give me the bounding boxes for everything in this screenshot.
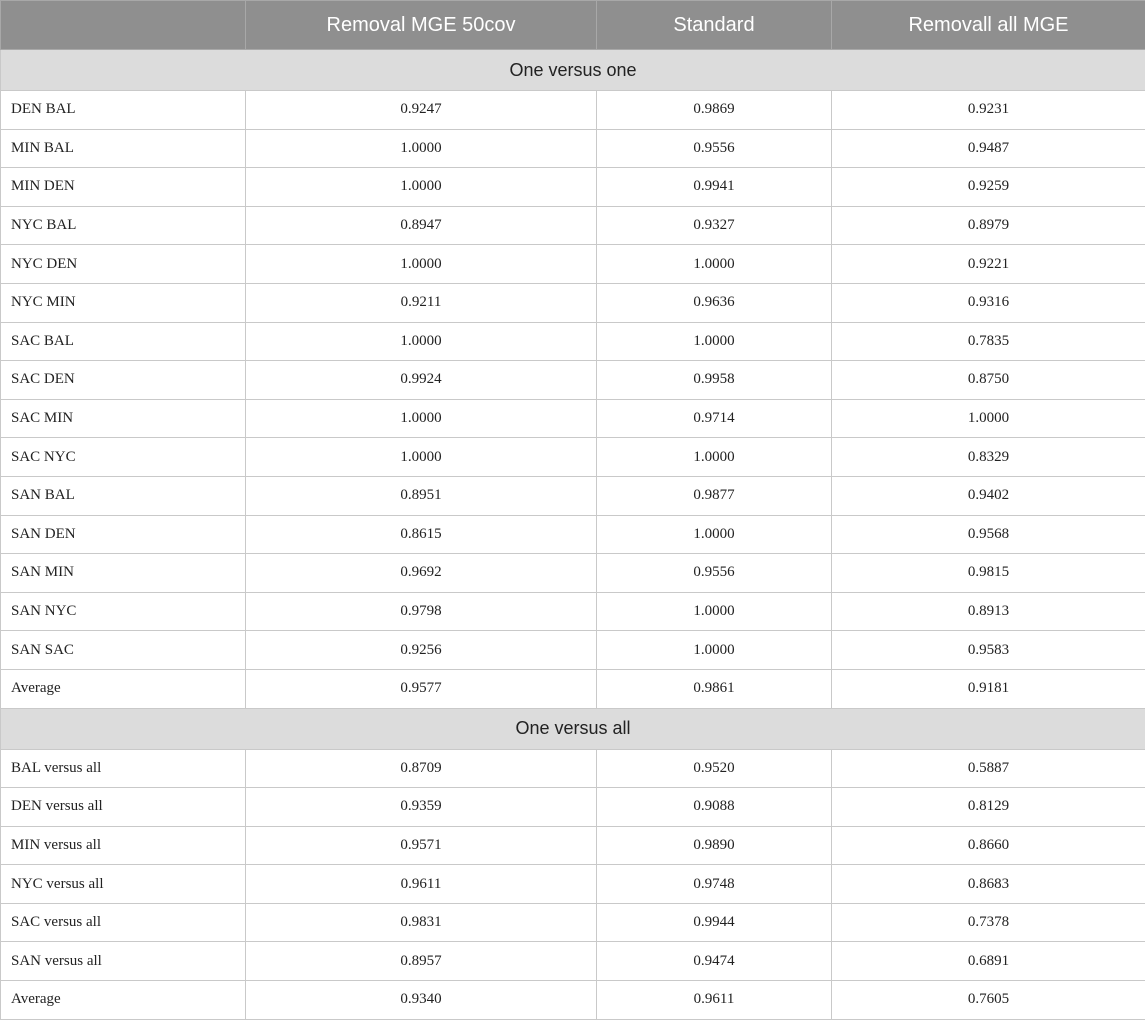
table-row bbox=[1, 826, 1145, 865]
row-label: SAC versus all bbox=[1, 903, 246, 942]
row-label: SAN versus all bbox=[1, 942, 246, 981]
removal-all-mge-value: 0.9402 bbox=[832, 476, 1145, 515]
standard-value: 0.9714 bbox=[597, 399, 832, 438]
standard-value: 1.0000 bbox=[597, 322, 832, 361]
table-row bbox=[1, 592, 1145, 631]
removal-all-mge-value: 0.9487 bbox=[832, 129, 1145, 168]
removal-all-mge-value: 0.9568 bbox=[832, 515, 1145, 554]
table-row bbox=[1, 515, 1145, 554]
removal-mge-50cov-value: 0.9577 bbox=[246, 669, 597, 708]
standard-value: 0.9636 bbox=[597, 283, 832, 322]
removal-all-mge-value: 0.7835 bbox=[832, 322, 1145, 361]
removal-all-mge-value: 0.8913 bbox=[832, 592, 1145, 631]
table-header bbox=[1, 1, 1145, 50]
removal-all-mge-value: 0.9181 bbox=[832, 669, 1145, 708]
standard-value: 1.0000 bbox=[597, 245, 832, 284]
row-label: SAC NYC bbox=[1, 438, 246, 477]
standard-value: 0.9520 bbox=[597, 749, 832, 788]
row-label: SAN NYC bbox=[1, 592, 246, 631]
table-body bbox=[1, 50, 1145, 1020]
removal-mge-50cov-value: 0.8957 bbox=[246, 942, 597, 981]
table-row bbox=[1, 865, 1145, 904]
section-title: One versus all bbox=[1, 708, 1145, 749]
removal-all-mge-value: 0.8750 bbox=[832, 361, 1145, 400]
row-label: SAN BAL bbox=[1, 476, 246, 515]
table-row bbox=[1, 631, 1145, 670]
removal-mge-50cov-value: 0.9798 bbox=[246, 592, 597, 631]
row-label: SAN MIN bbox=[1, 554, 246, 593]
removal-mge-50cov-value: 1.0000 bbox=[246, 438, 597, 477]
table-row bbox=[1, 168, 1145, 207]
table-row bbox=[1, 245, 1145, 284]
removal-all-mge-value: 0.8329 bbox=[832, 438, 1145, 477]
removal-mge-50cov-value: 0.9924 bbox=[246, 361, 597, 400]
row-label: SAC DEN bbox=[1, 361, 246, 400]
row-label: NYC DEN bbox=[1, 245, 246, 284]
row-label: NYC versus all bbox=[1, 865, 246, 904]
standard-value: 0.9088 bbox=[597, 788, 832, 827]
removal-mge-50cov-value: 1.0000 bbox=[246, 129, 597, 168]
row-label: SAC BAL bbox=[1, 322, 246, 361]
standard-value: 1.0000 bbox=[597, 515, 832, 554]
header-cell-removal-mge-50cov: Removal MGE 50cov bbox=[246, 1, 597, 50]
standard-value: 0.9748 bbox=[597, 865, 832, 904]
removal-all-mge-value: 0.9259 bbox=[832, 168, 1145, 207]
standard-value: 0.9941 bbox=[597, 168, 832, 207]
header-cell-label bbox=[1, 1, 246, 50]
table-row bbox=[1, 669, 1145, 708]
removal-all-mge-value: 0.8683 bbox=[832, 865, 1145, 904]
header-row bbox=[1, 1, 1145, 50]
removal-mge-50cov-value: 0.9340 bbox=[246, 981, 597, 1020]
table-row bbox=[1, 554, 1145, 593]
removal-all-mge-value: 0.8979 bbox=[832, 206, 1145, 245]
removal-all-mge-value: 0.7605 bbox=[832, 981, 1145, 1020]
removal-mge-50cov-value: 0.9359 bbox=[246, 788, 597, 827]
removal-mge-50cov-value: 1.0000 bbox=[246, 245, 597, 284]
removal-mge-50cov-value: 0.8709 bbox=[246, 749, 597, 788]
removal-all-mge-value: 0.9221 bbox=[832, 245, 1145, 284]
removal-mge-50cov-value: 0.9211 bbox=[246, 283, 597, 322]
table-row bbox=[1, 361, 1145, 400]
row-label: NYC MIN bbox=[1, 283, 246, 322]
removal-mge-50cov-value: 0.9831 bbox=[246, 903, 597, 942]
table-row bbox=[1, 903, 1145, 942]
standard-value: 1.0000 bbox=[597, 438, 832, 477]
removal-all-mge-value: 0.8129 bbox=[832, 788, 1145, 827]
standard-value: 0.9958 bbox=[597, 361, 832, 400]
table-row bbox=[1, 942, 1145, 981]
removal-all-mge-value: 0.7378 bbox=[832, 903, 1145, 942]
removal-mge-50cov-value: 1.0000 bbox=[246, 322, 597, 361]
table-row bbox=[1, 438, 1145, 477]
row-label: SAC MIN bbox=[1, 399, 246, 438]
section-row bbox=[1, 50, 1145, 91]
standard-value: 0.9861 bbox=[597, 669, 832, 708]
row-label: DEN versus all bbox=[1, 788, 246, 827]
removal-mge-50cov-value: 0.9692 bbox=[246, 554, 597, 593]
removal-all-mge-value: 0.9815 bbox=[832, 554, 1145, 593]
table-row bbox=[1, 283, 1145, 322]
removal-mge-50cov-value: 0.9256 bbox=[246, 631, 597, 670]
standard-value: 0.9869 bbox=[597, 91, 832, 130]
row-label: SAN SAC bbox=[1, 631, 246, 670]
section-row bbox=[1, 708, 1145, 749]
table-row bbox=[1, 206, 1145, 245]
removal-mge-50cov-value: 1.0000 bbox=[246, 399, 597, 438]
removal-mge-50cov-value: 0.9611 bbox=[246, 865, 597, 904]
row-label: BAL versus all bbox=[1, 749, 246, 788]
removal-mge-50cov-value: 0.8951 bbox=[246, 476, 597, 515]
removal-all-mge-value: 1.0000 bbox=[832, 399, 1145, 438]
standard-value: 0.9327 bbox=[597, 206, 832, 245]
standard-value: 0.9474 bbox=[597, 942, 832, 981]
removal-mge-50cov-value: 0.8947 bbox=[246, 206, 597, 245]
table-row bbox=[1, 981, 1145, 1020]
table-row bbox=[1, 91, 1145, 130]
row-label: DEN BAL bbox=[1, 91, 246, 130]
table-row bbox=[1, 322, 1145, 361]
standard-value: 0.9877 bbox=[597, 476, 832, 515]
table-row bbox=[1, 749, 1145, 788]
row-label: MIN BAL bbox=[1, 129, 246, 168]
row-label: SAN DEN bbox=[1, 515, 246, 554]
table-row bbox=[1, 129, 1145, 168]
table-row bbox=[1, 399, 1145, 438]
row-label: NYC BAL bbox=[1, 206, 246, 245]
removal-all-mge-value: 0.9316 bbox=[832, 283, 1145, 322]
removal-all-mge-value: 0.9583 bbox=[832, 631, 1145, 670]
row-label: Average bbox=[1, 669, 246, 708]
removal-mge-50cov-value: 1.0000 bbox=[246, 168, 597, 207]
standard-value: 0.9611 bbox=[597, 981, 832, 1020]
removal-all-mge-value: 0.9231 bbox=[832, 91, 1145, 130]
removal-mge-50cov-value: 0.8615 bbox=[246, 515, 597, 554]
section-title: One versus one bbox=[1, 50, 1145, 91]
removal-mge-50cov-value: 0.9247 bbox=[246, 91, 597, 130]
removal-mge-50cov-value: 0.9571 bbox=[246, 826, 597, 865]
standard-value: 1.0000 bbox=[597, 631, 832, 670]
header-cell-standard: Standard bbox=[597, 1, 832, 50]
standard-value: 0.9556 bbox=[597, 129, 832, 168]
removal-all-mge-value: 0.5887 bbox=[832, 749, 1145, 788]
removal-all-mge-value: 0.8660 bbox=[832, 826, 1145, 865]
standard-value: 0.9944 bbox=[597, 903, 832, 942]
row-label: MIN versus all bbox=[1, 826, 246, 865]
header-cell-removal-all-mge: Removall all MGE bbox=[832, 1, 1145, 50]
row-label: MIN DEN bbox=[1, 168, 246, 207]
standard-value: 0.9890 bbox=[597, 826, 832, 865]
table-row bbox=[1, 476, 1145, 515]
removal-all-mge-value: 0.6891 bbox=[832, 942, 1145, 981]
standard-value: 1.0000 bbox=[597, 592, 832, 631]
row-label: Average bbox=[1, 981, 246, 1020]
standard-value: 0.9556 bbox=[597, 554, 832, 593]
table-row bbox=[1, 788, 1145, 827]
